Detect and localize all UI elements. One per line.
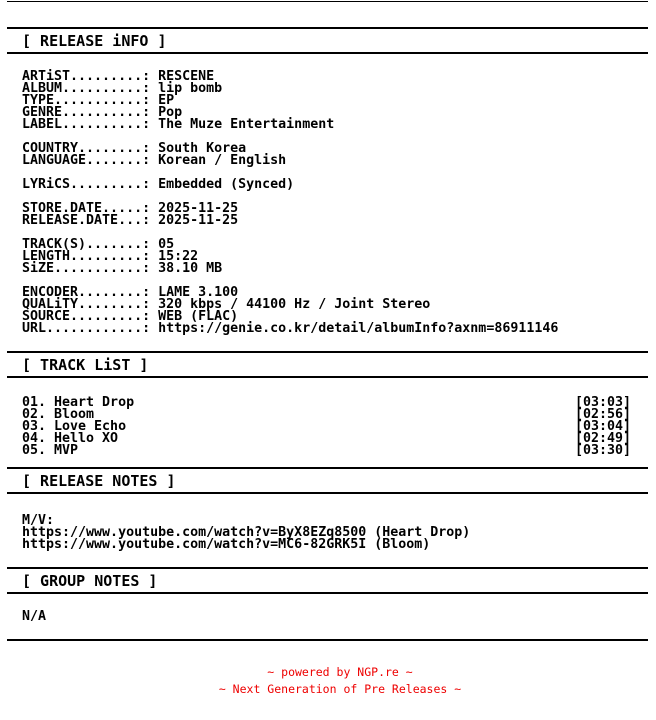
track-row <box>0 433 656 445</box>
info-line-source: SOURCE.........: WEB (FLAC) <box>22 309 239 324</box>
track-duration: [02:49] <box>574 431 631 446</box>
info-line-release.date: RELEASE.DATE...: 2025-11-25 <box>22 213 239 228</box>
track-duration: [03:03] <box>574 395 631 410</box>
info-line-language: LANGUAGE.......: Korean / English <box>22 153 287 168</box>
info-line-country: COUNTRY........: South Korea <box>22 141 247 156</box>
section-title-track-list: [ TRACK LiST ] <box>22 355 149 374</box>
track-title: 05. MVP <box>22 443 79 458</box>
track-title: 02. Bloom <box>22 407 95 422</box>
info-line-url: URL............: https://genie.co.kr/detail/albumInfo?axnm=86911146 <box>22 321 559 336</box>
music-video-url: https://www.youtube.com/watch?v=MC6-82GRK5I (Bloom) <box>22 537 431 552</box>
info-line-size: SiZE...........: 38.10 MB <box>22 261 223 276</box>
track-duration: [02:56] <box>574 407 631 422</box>
top-divider <box>7 1 648 2</box>
track-row <box>0 397 656 409</box>
release-note-line: M/V: <box>22 513 55 528</box>
info-line-track(s): TRACK(S).......: 05 <box>22 237 175 252</box>
section-title-release-notes: [ RELEASE NOTES ] <box>22 471 176 490</box>
info-line-label: LABEL..........: The Muze Entertainment <box>22 117 335 132</box>
footer-line: ~ powered by NGP.re ~ <box>267 665 413 679</box>
track-title: 04. Hello XO <box>22 431 119 446</box>
track-duration: [03:30] <box>574 443 631 458</box>
info-line-artist: ARTiST.........: RESCENE <box>22 69 215 84</box>
group-notes-header-rule-bottom <box>7 592 648 594</box>
release-notes-header-rule-bottom <box>7 492 648 494</box>
track-title: 03. Love Echo <box>22 419 127 434</box>
group-notes-lines <box>0 611 656 623</box>
release-info-header-rule-bottom <box>7 52 648 54</box>
group-note-line: N/A <box>22 609 47 624</box>
track-list-header-rule-bottom <box>7 376 648 378</box>
footer-credits <box>0 664 656 698</box>
music-video-url: https://www.youtube.com/watch?v=ByX8EZq8500 (Heart Drop) <box>22 525 471 540</box>
track-row <box>0 445 656 457</box>
bottom-divider <box>7 639 648 641</box>
info-line-lyrics: LYRiCS.........: Embedded (Synced) <box>22 177 295 192</box>
info-line-length: LENGTH.........: 15:22 <box>22 249 199 264</box>
track-duration: [03:04] <box>574 419 631 434</box>
section-title-group-notes: [ GROUP NOTES ] <box>22 571 158 590</box>
info-line-store.date: STORE.DATE.....: 2025-11-25 <box>22 201 239 216</box>
release-notes-lines <box>0 515 656 551</box>
info-line-quality: QUALiTY........: 320 kbps / 44100 Hz / Joint Stereo <box>22 297 431 312</box>
release-info-fields <box>0 71 656 335</box>
info-line-type: TYPE...........: EP <box>22 93 175 108</box>
track-list <box>0 397 656 457</box>
info-line-encoder: ENCODER........: LAME 3.100 <box>22 285 239 300</box>
info-line-album: ALBUM..........: lip bomb <box>22 81 223 96</box>
info-line-genre: GENRE..........: Pop <box>22 105 183 120</box>
footer-line: ~ Next Generation of Pre Releases ~ <box>218 682 462 696</box>
section-title-release-info: [ RELEASE iNFO ] <box>22 31 167 50</box>
track-title: 01. Heart Drop <box>22 395 135 410</box>
